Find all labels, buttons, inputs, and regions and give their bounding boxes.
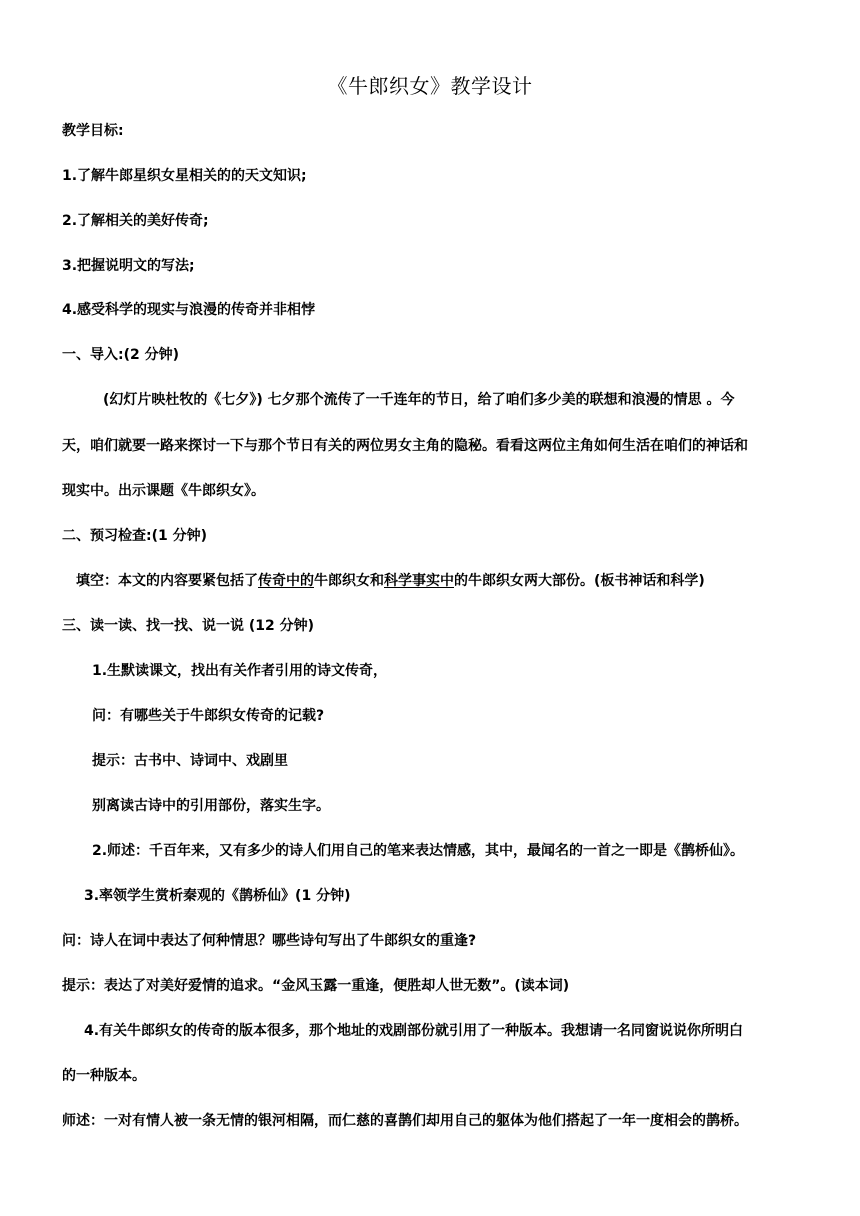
section-1-heading: 一、导入:(2 分钟): [62, 347, 180, 363]
fill-in-blank-2: 科学事实中: [384, 573, 454, 589]
step-4-line-2: 的一种版本。: [62, 1068, 146, 1084]
hint-2: 提示：表达了对美好爱情的追求。“金风玉露一重逢，便胜却人世无数”。(读本词): [62, 978, 570, 994]
section-2-heading: 二、预习检查:(1 分钟): [62, 528, 208, 544]
objective-3: 3.把握说明文的写法;: [62, 258, 195, 274]
question-1: 问：有哪些关于牛郎织女传奇的记载?: [92, 708, 325, 724]
step-3: 3.率领学生赏析秦观的《鹊桥仙》(1 分钟): [84, 888, 351, 904]
fill-in-line: [76, 571, 705, 591]
objectives-heading: 教学目标:: [62, 123, 124, 139]
fill-in-blank-1: 传奇中的: [258, 573, 314, 589]
step-4-line-1: 4.有关牛郎织女的传奇的版本很多，那个地址的戏剧部份就引用了一种版本。我想请一名同窗说说你所明白: [84, 1023, 744, 1039]
teacher-narration: 师述：一对有情人被一条无情的银河相隔，而仁慈的喜鹊们却用自己的躯体为他们搭起了一年一度相会的鹊桥。: [62, 1113, 748, 1129]
fill-in-middle: 牛郎织女和: [314, 573, 384, 589]
objective-1: 1.了解牛郎星织女星相关的的天文知识;: [62, 168, 307, 184]
objective-4: 4.感受科学的现实与浪漫的传奇并非相悖: [62, 302, 316, 318]
document-title: 《牛郎织女》教学设计: [327, 74, 533, 98]
intro-paragraph-line-1: (幻灯片映杜牧的《七夕》) 七夕那个流传了一千连年的节日，给了咱们多少美的联想和浪漫的情思 。今: [103, 392, 735, 408]
fill-in-suffix: 的牛郎织女两大部份。(板书神话和科学): [454, 573, 705, 589]
section-3-heading: 三、读一读、找一找、说一说 (12 分钟): [62, 618, 315, 634]
intro-paragraph-line-2: 天，咱们就要一路来探讨一下与那个节日有关的两位男女主角的隐秘。看看这两位主角如何生活在咱们的神话和: [62, 438, 748, 454]
hint-1: 提示：古书中、诗词中、戏剧里: [92, 753, 288, 769]
step-1: 1.生默读课文，找出有关作者引用的诗文传奇，: [92, 663, 388, 679]
objective-2: 2.了解相关的美好传奇;: [62, 213, 209, 229]
intro-paragraph-line-3: 现实中。出示课题《牛郎织女》。: [62, 483, 265, 499]
step-2: 2.师述：千百年来，又有多少的诗人们用自己的笔来表达情感，其中，最闻名的一首之一即是《鹊桥仙》。: [92, 843, 745, 859]
question-2: 问：诗人在词中表达了何种情思？哪些诗句写出了牛郎织女的重逢?: [62, 933, 477, 949]
reading-note: 别离读古诗中的引用部份，落实生字。: [92, 798, 330, 814]
fill-in-prefix: 填空：本文的内容要紧包括了: [76, 573, 258, 589]
